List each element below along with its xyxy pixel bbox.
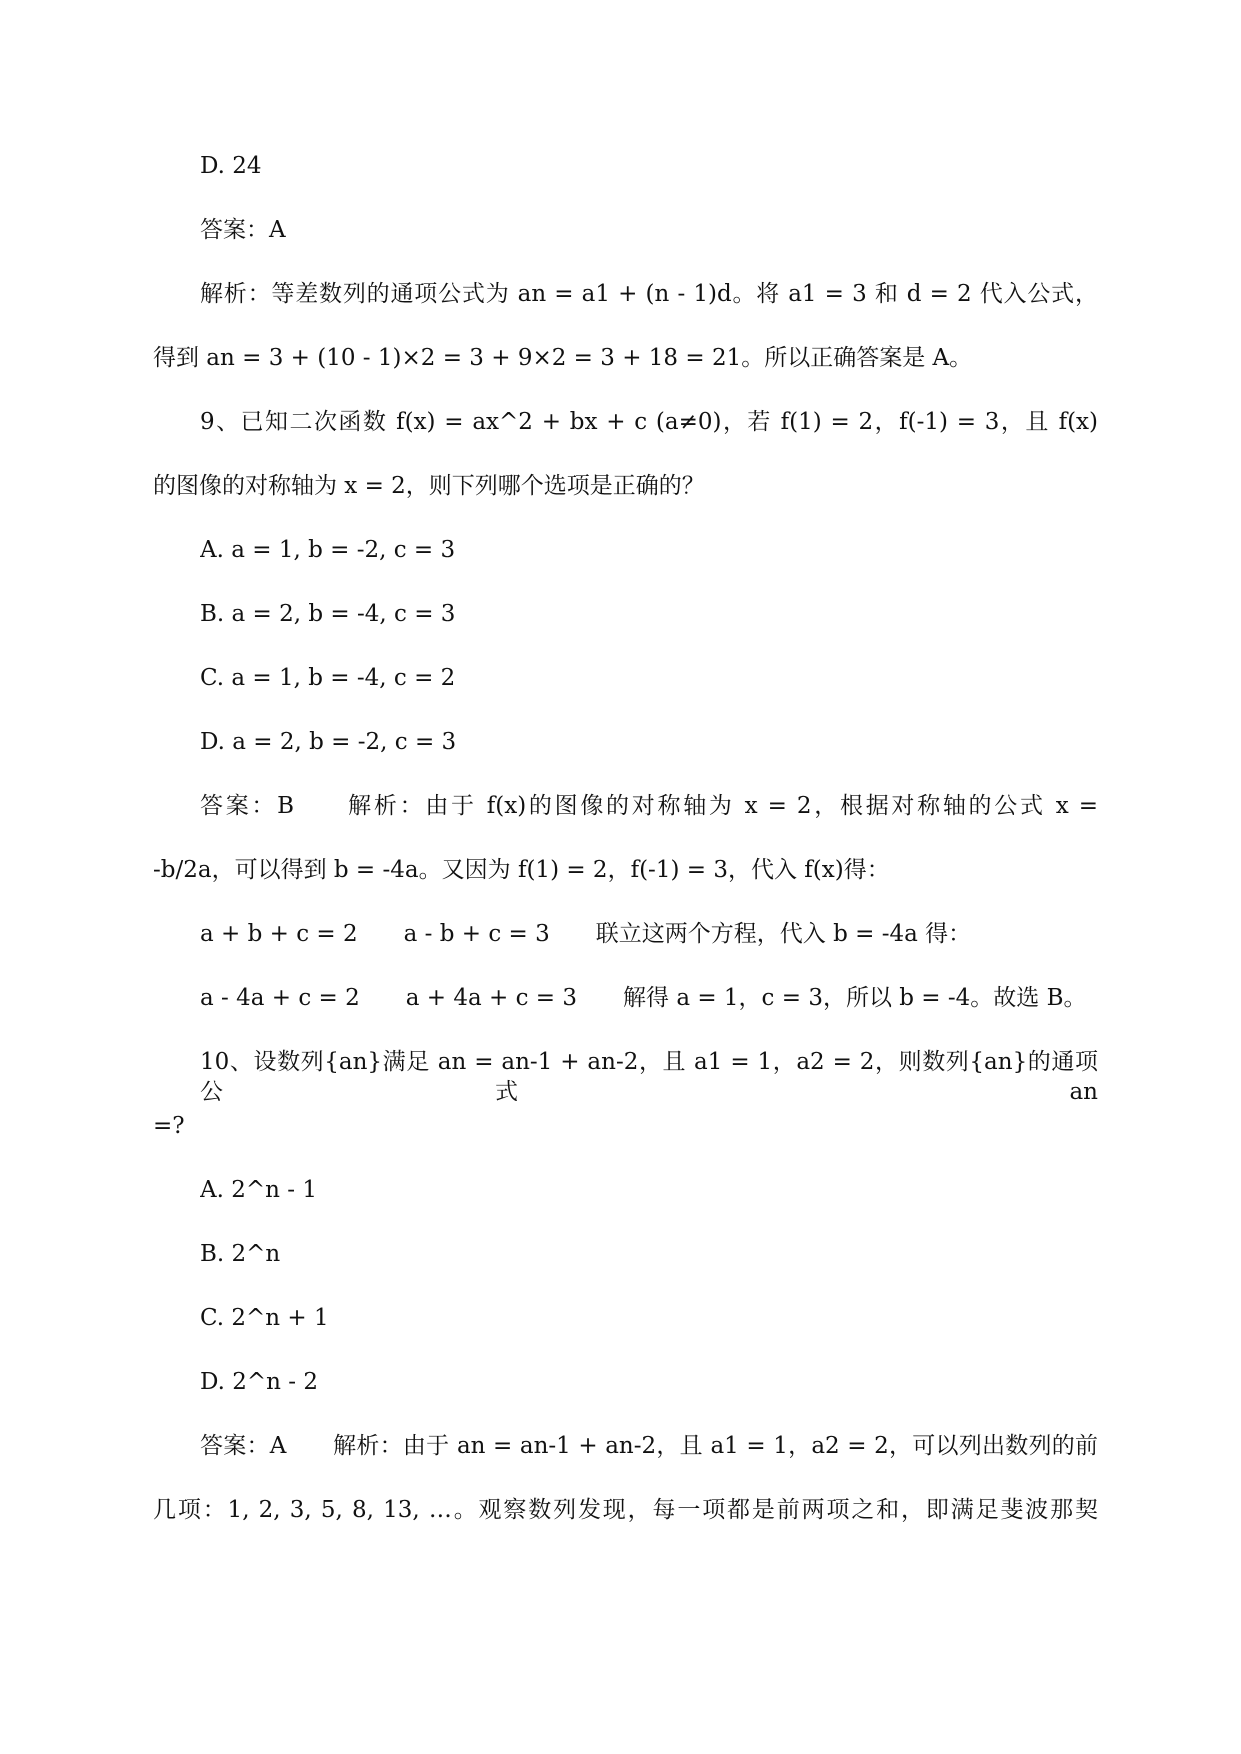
q10-question-line-2: =? bbox=[153, 1113, 185, 1139]
q9-question-line-2: 的图像的对称轴为 x = 2，则下列哪个选项是正确的？ bbox=[153, 473, 705, 499]
q10-answer-line-1: 答案：A 解析：由于 an = an-1 + an-2，且 a1 = 1，a2 = 2，可以列出数列的前 bbox=[200, 1433, 1098, 1459]
q10-option-a: A. 2^n - 1 bbox=[200, 1177, 317, 1203]
q9-answer-line-1: 答案：B 解析：由于 f(x)的图像的对称轴为 x = 2，根据对称轴的公式 x = bbox=[200, 793, 1098, 819]
q9-question-line-1: 9、已知二次函数 f(x) = ax^2 + bx + c (a≠0)，若 f(1) = 2，f(-1) = 3，且 f(x) bbox=[200, 409, 1098, 435]
q9-option-d: D. a = 2, b = -2, c = 3 bbox=[200, 729, 457, 755]
q8-option-d: D. 24 bbox=[200, 153, 262, 179]
q10-question-line-1: 10、设数列{an}满足 an = an-1 + an-2，且 a1 = 1，a2 = 2，则数列{an}的通项公式 an bbox=[200, 1049, 1098, 1105]
q9-option-c: C. a = 1, b = -4, c = 2 bbox=[200, 665, 456, 691]
q9-equations-line-1: a + b + c = 2 a - b + c = 3 联立这两个方程，代入 b = -4a 得： bbox=[200, 921, 972, 947]
q8-answer: 答案：A bbox=[200, 217, 286, 243]
q10-answer-line-2: 几项：1, 2, 3, 5, 8, 13, …。观察数列发现，每一项都是前两项之和，即满足斐波那契 bbox=[153, 1497, 1098, 1523]
q9-answer-line-2: -b/2a，可以得到 b = -4a。又因为 f(1) = 2，f(-1) = 3，代入 f(x)得： bbox=[153, 857, 890, 883]
q8-analysis-line-2: 得到 an = 3 + (10 - 1)×2 = 3 + 9×2 = 3 + 18 = 21。所以正确答案是 A。 bbox=[153, 345, 973, 371]
q9-option-b: B. a = 2, b = -4, c = 3 bbox=[200, 601, 456, 627]
q9-equations-line-2: a - 4a + c = 2 a + 4a + c = 3 解得 a = 1，c = 3，所以 b = -4。故选 B。 bbox=[200, 985, 1087, 1011]
q10-option-c: C. 2^n + 1 bbox=[200, 1305, 329, 1331]
q10-option-b: B. 2^n bbox=[200, 1241, 281, 1267]
q10-option-d: D. 2^n - 2 bbox=[200, 1369, 318, 1395]
q9-option-a: A. a = 1, b = -2, c = 3 bbox=[200, 537, 456, 563]
q8-analysis-line-1: 解析：等差数列的通项公式为 an = a1 + (n - 1)d。将 a1 = 3 和 d = 2 代入公式， bbox=[200, 281, 1098, 307]
